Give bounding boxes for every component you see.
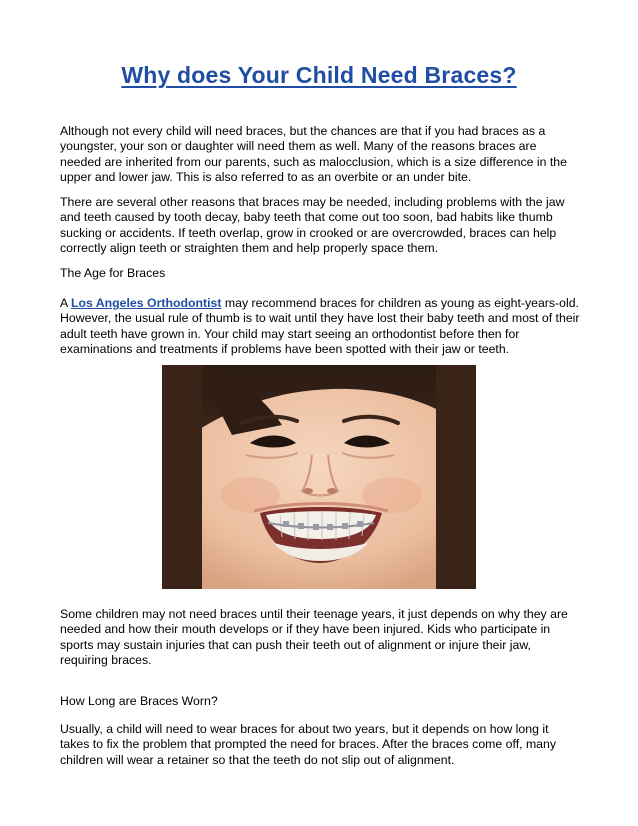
paragraph-age-body: may recommend braces for children as young as eight-years-old. However, the usual rule of thumb is to wait until they have lost their baby teeth and most of their adult teeth have grown in. Your child may start seeing an orthodontist before then for examinations and treatments if problems have been spotted with their jaw or teeth. [60,296,580,357]
paragraph-other-reasons: There are several other reasons that braces may be needed, including problems with the jaw and teeth caused by tooth decay, baby teeth that come out too soon, bad habits like thumb sucking or accidents. If teeth overlap, grow in crooked or are overcrowded, braces can help correctly align teeth or straighten them and help properly space them. [60,195,565,256]
paragraph-age [60,296,580,358]
paragraph-inheritance: Although not every child will need braces, but the chances are that if you had braces as a youngster, your son or daughter will need them as well. Many of the reasons braces are needed are inherited from our parents, such as malocclusion, which is a size difference in the upper and lower jaw. This is also referred to as an overbite or an under bite. [60,124,567,185]
section-heading-duration: How Long are Braces Worn? [60,694,218,708]
orthodontist-link[interactable]: Los Angeles Orthodontist [70,296,222,310]
paragraph-age-prefix: A [60,296,68,310]
smiling-girl-with-braces-photo [162,365,476,589]
paragraph-duration: Usually, a child will need to wear braces for about two years, but it depends on how long it takes to fix the problem that prompted the need for braces. After the braces come off, many children will wear a retainer so that the teeth do not slip out of alignment. [60,722,557,767]
page-title: Why does Your Child Need Braces? [121,62,517,88]
section-heading-age: The Age for Braces [60,266,166,280]
paragraph-teenage: Some children may not need braces until their teenage years, it just depends on why they are needed and how their mouth develops or if they have been injured. Kids who participate in sports may sustain injuries that can push their teeth out of alignment or injure their jaw, requiring braces. [60,607,568,668]
